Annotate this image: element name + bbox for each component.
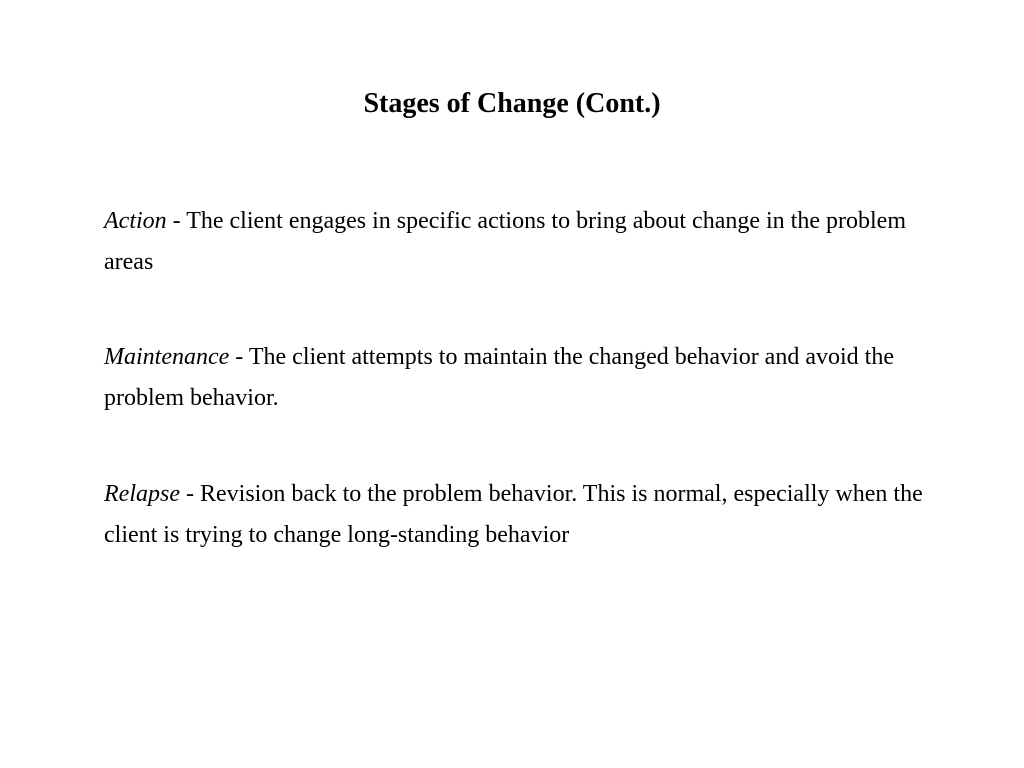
stage-term: Maintenance [104, 344, 230, 370]
stage-separator: - [179, 481, 200, 507]
stage-description: Revision back to the problem behavior. This is normal, especially when the client is trying to change long-standing behavior [104, 481, 923, 548]
stage-description: The client attempts to maintain the changed behavior and avoid the problem behavior. [104, 344, 894, 411]
stage-term: Action [104, 208, 167, 234]
stage-action [104, 201, 934, 283]
slide-title: Stages of Change (Cont.) [363, 88, 661, 119]
stage-term: Relapse [104, 481, 180, 507]
stage-maintenance [104, 337, 934, 419]
stage-description: The client engages in specific actions to bring about change in the problem areas [104, 208, 906, 275]
stage-separator: - [229, 344, 249, 370]
stage-separator: - [166, 208, 187, 234]
stage-relapse [104, 474, 934, 556]
